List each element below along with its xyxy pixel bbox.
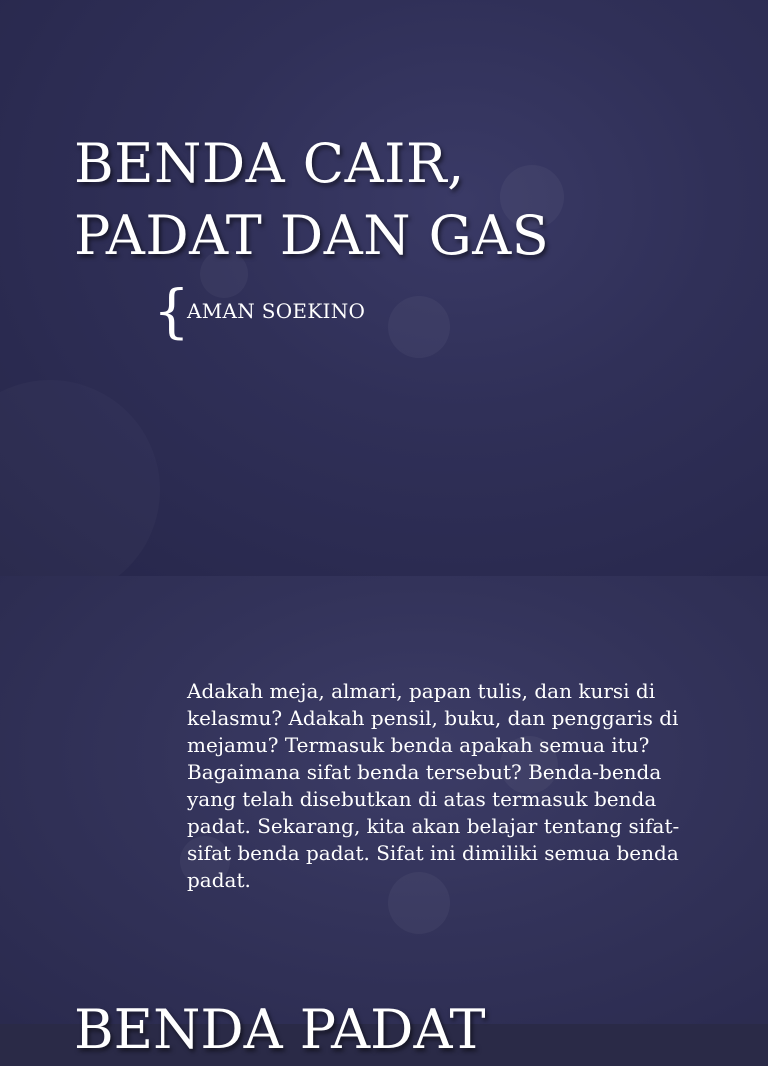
next-slide-title: BENDA PADAT (74, 998, 486, 1061)
brace-decoration: { (153, 277, 190, 345)
slide-title-line-2: PADAT DAN GAS (74, 204, 550, 267)
decorative-bubble (0, 380, 160, 600)
slide-title (74, 128, 549, 272)
slide-title-line-1: BENDA CAIR, (74, 132, 465, 195)
decorative-bubble (388, 296, 450, 358)
body-paragraph: Adakah meja, almari, papan tulis, dan kursi di kelasmu? Adakah pensil, buku, dan penggaris di mejamu? Termasuk benda apakah semua itu? Bagaimana sifat benda tersebut? Benda-benda yang telah disebutkan di atas termasuk benda padat. Sekarang, kita akan belajar tentang sifat-sifat benda padat. Sifat ini dimiliki semua benda padat. (187, 679, 680, 892)
content-slide (0, 576, 768, 1061)
author-subtitle: AMAN SOEKINO (187, 299, 366, 323)
